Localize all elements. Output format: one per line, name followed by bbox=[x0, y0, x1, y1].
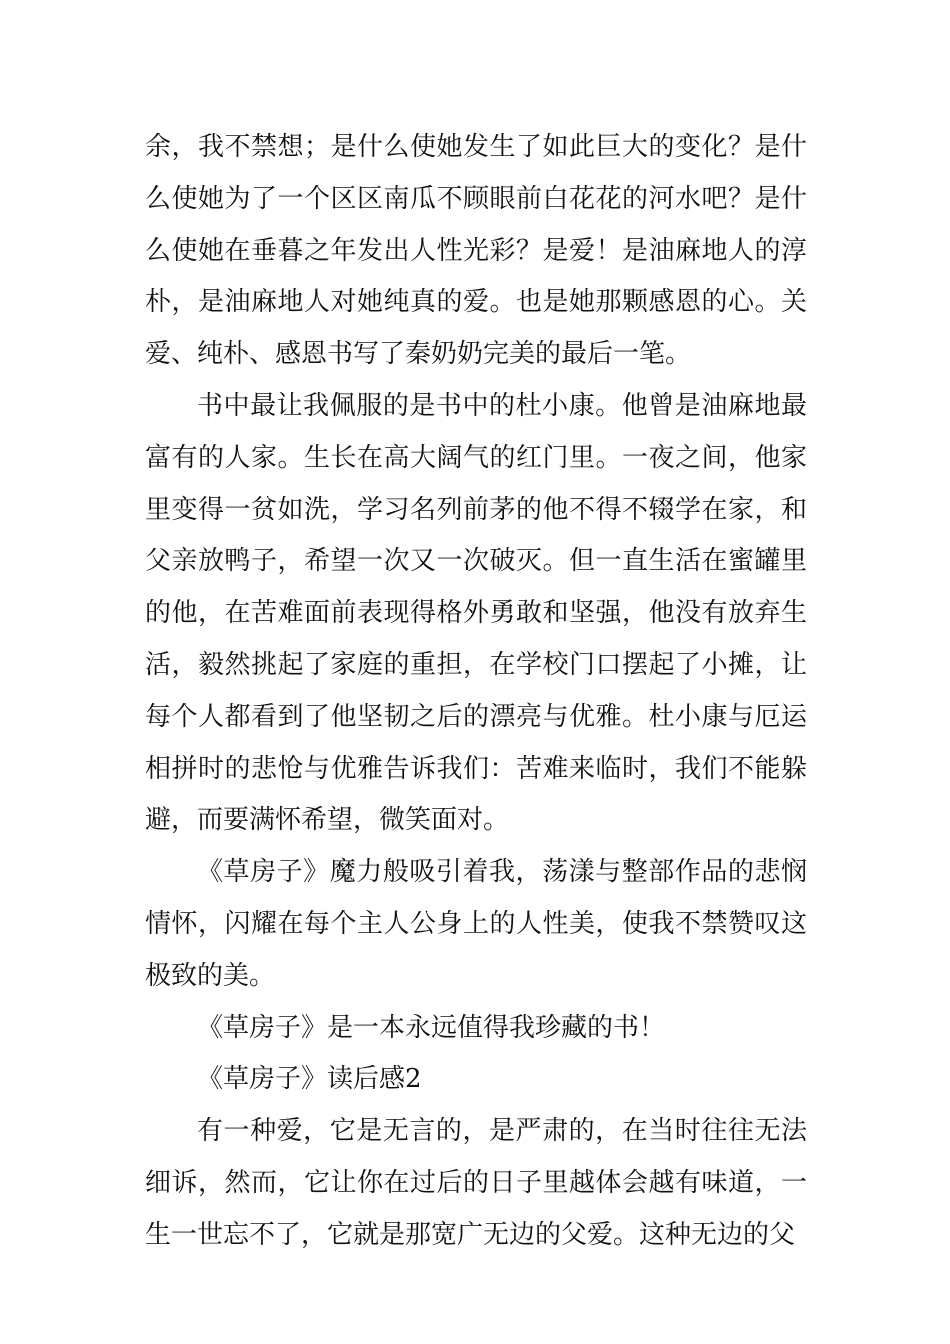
section-heading: 《草房子》读后感2 bbox=[197, 1064, 422, 1095]
paragraph-4: 《草房子》是一本永远值得我珍藏的书！ bbox=[197, 1012, 666, 1043]
paragraph-5: 有一种爱，它是无言的，是严肃的，在当时往往无法细诉，然而，它让你在过后的日子里越体会越有味道，一生一世忘不了，它就是那宽广无边的父爱。这种无边的父 bbox=[145, 1116, 807, 1250]
paragraph-1: 余，我不禁想；是什么使她发生了如此巨大的变化？是什么使她为了一个区区南瓜不顾眼前白花花的河水吧？是什么使她在垂暮之年发出人性光彩？是爱！是油麻地人的淳朴，是油麻地人对她纯真的爱。也是她那颗感恩的心。关爱、纯朴、感恩书写了秦奶奶完美的最后一笔。 bbox=[145, 132, 807, 370]
paragraph-3: 《草房子》魔力般吸引着我，荡漾与整部作品的悲悯情怀，闪耀在每个主人公身上的人性美，使我不禁赞叹这极致的美。 bbox=[145, 857, 807, 991]
document-body bbox=[145, 122, 807, 1262]
paragraph-2: 书中最让我佩服的是书中的杜小康。他曾是油麻地最富有的人家。生长在高大阔气的红门里。一夜之间，他家里变得一贫如洗，学习名列前茅的他不得不辍学在家，和父亲放鸭子，希望一次又一次破灭。但一直生活在蜜罐里的他，在苦难面前表现得格外勇敢和坚强，他没有放弃生活，毅然挑起了家庭的重担，在学校门口摆起了小摊，让每个人都看到了他坚韧之后的漂亮与优雅。杜小康与厄运相拼时的悲怆与优雅告诉我们：苦难来临时，我们不能躲避，而要满怀希望，微笑面对。 bbox=[145, 390, 807, 836]
